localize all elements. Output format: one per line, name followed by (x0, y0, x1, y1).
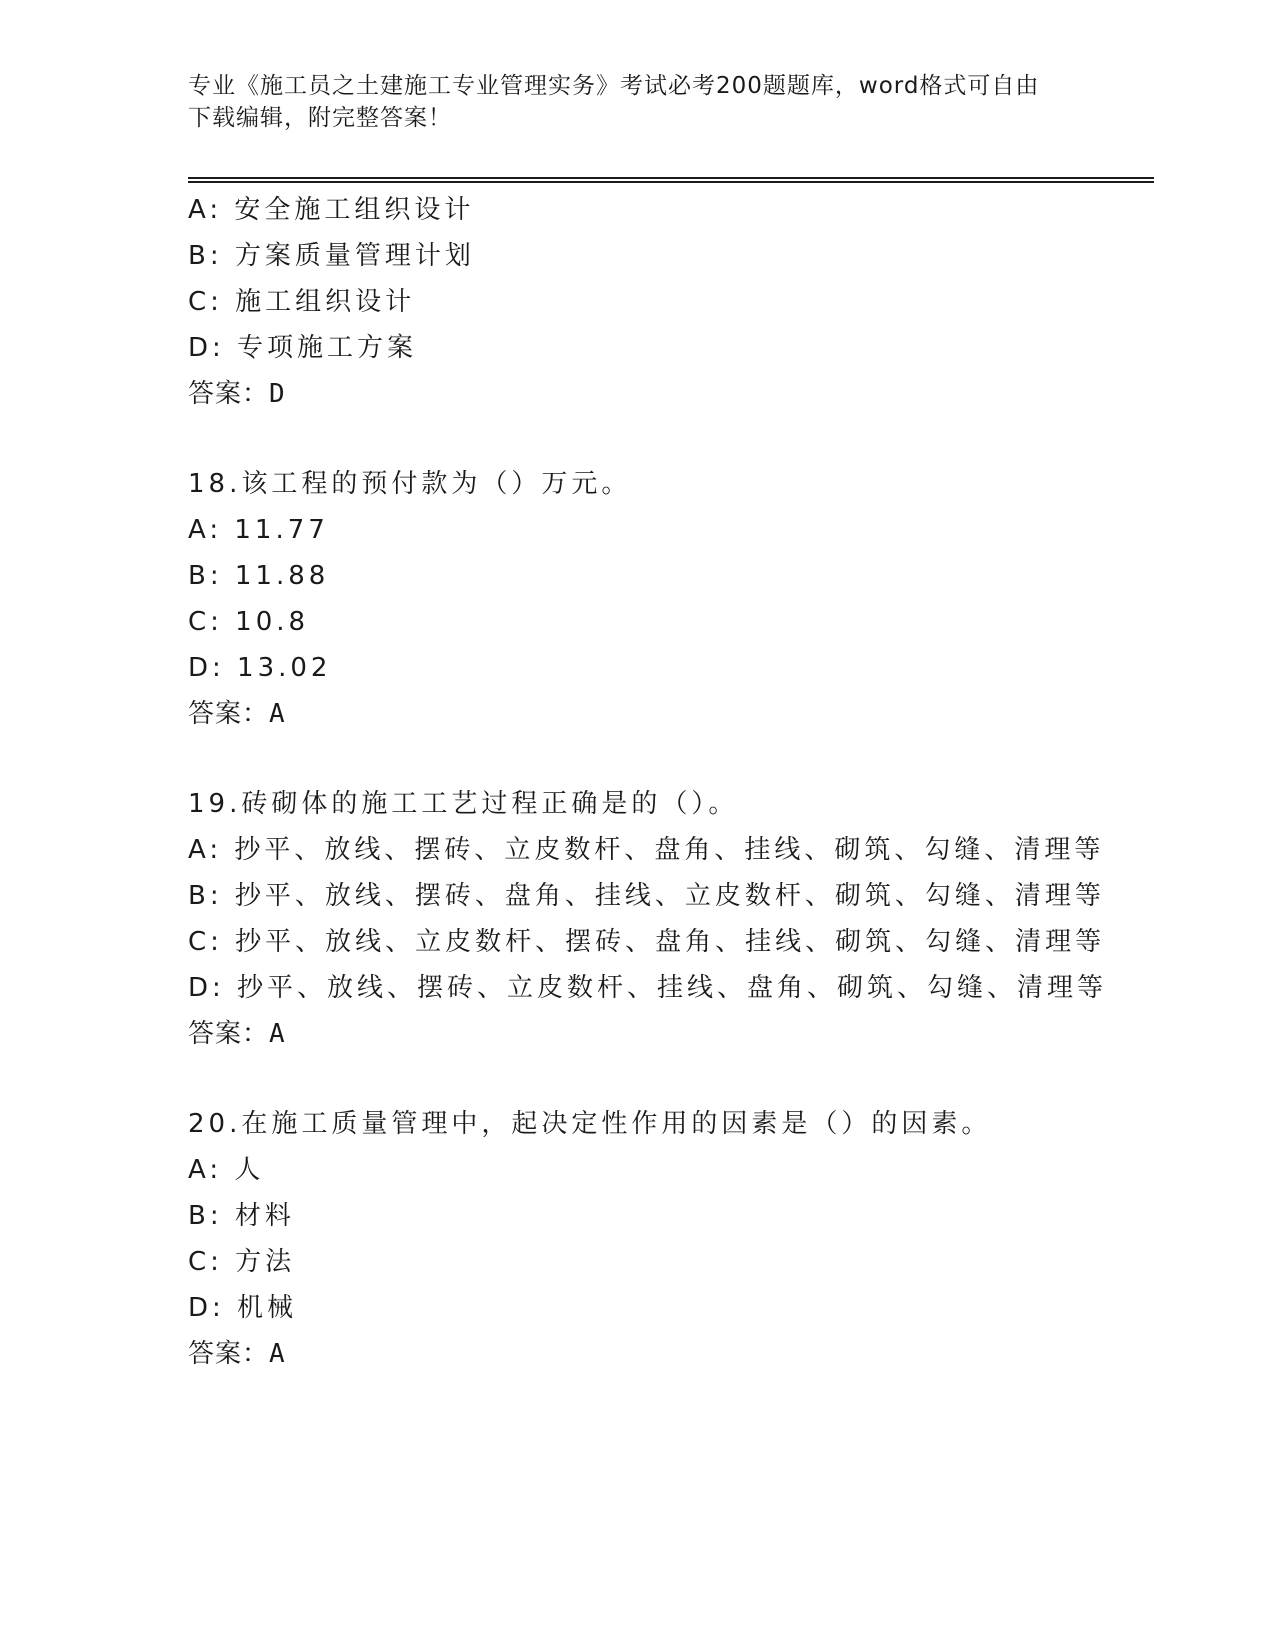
header-line-2: 下载编辑，附完整答案！ (188, 105, 452, 131)
option-c: C: 施工组织设计 (188, 287, 416, 317)
answer: 答案：A (188, 1019, 286, 1049)
answer: 答案：D (188, 379, 286, 409)
answer: 答案：A (188, 699, 286, 729)
question-block-19 (188, 781, 1148, 1057)
question-text: 18.该工程的预付款为（）万元。 (188, 469, 632, 499)
option-b: B: 材料 (188, 1201, 295, 1231)
header-line-1: 专业《施工员之土建施工专业管理实务》考试必考200题题库，word格式可自由 (188, 73, 1040, 99)
answer: 答案：A (188, 1339, 286, 1369)
question-block-17-continued (188, 187, 1148, 417)
option-c: C: 抄平、放线、立皮数杆、摆砖、盘角、挂线、砌筑、勾缝、清理等 (188, 927, 1106, 957)
option-a: A: 安全施工组织设计 (188, 195, 475, 225)
question-block-20 (188, 1101, 1148, 1377)
option-a: A: 抄平、放线、摆砖、立皮数杆、盘角、挂线、砌筑、勾缝、清理等 (188, 835, 1105, 865)
question-text: 20.在施工质量管理中，起决定性作用的因素是（）的因素。 (188, 1109, 992, 1139)
header-divider-bottom (188, 181, 1154, 183)
option-b: B: 方案质量管理计划 (188, 241, 475, 271)
question-text: 19.砖砌体的施工工艺过程正确是的（）。 (188, 789, 739, 819)
option-d: D: 抄平、放线、摆砖、立皮数杆、挂线、盘角、砌筑、勾缝、清理等 (188, 973, 1108, 1003)
option-c: C: 方法 (188, 1247, 296, 1277)
document-header (188, 70, 1068, 134)
question-block-18 (188, 461, 1148, 737)
option-d: D: 机械 (188, 1293, 298, 1323)
header-divider-top (188, 177, 1154, 179)
option-a: A: 11.77 (188, 515, 329, 545)
question-list (188, 187, 1148, 1377)
option-a: A: 人 (188, 1155, 265, 1185)
option-b: B: 抄平、放线、摆砖、盘角、挂线、立皮数杆、砌筑、勾缝、清理等 (188, 881, 1105, 911)
option-c: C: 10.8 (188, 607, 310, 637)
option-b: B: 11.88 (188, 561, 330, 591)
option-d: D: 专项施工方案 (188, 333, 418, 363)
option-d: D: 13.02 (188, 653, 332, 683)
